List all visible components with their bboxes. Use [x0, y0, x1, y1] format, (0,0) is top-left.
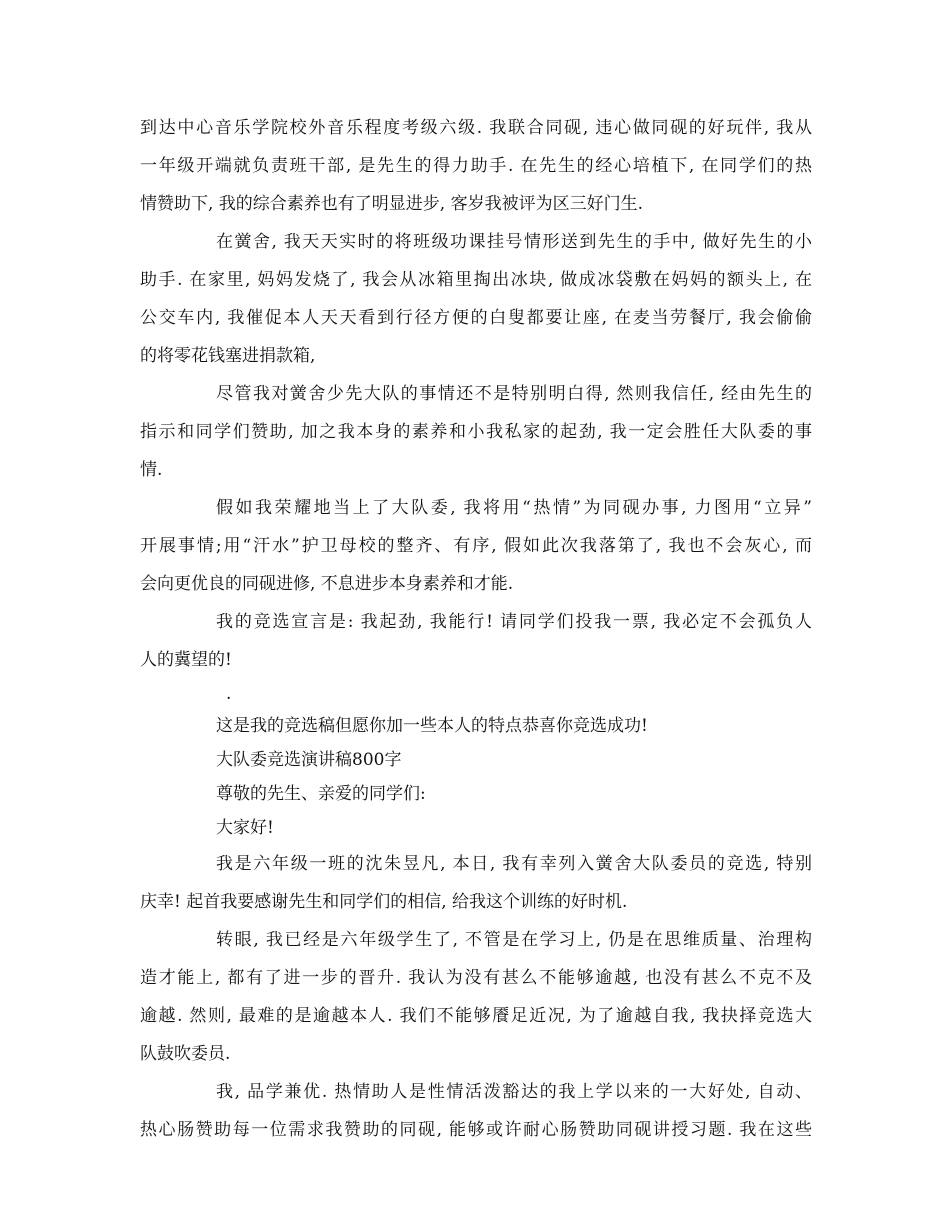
text-line: 情赞助下, 我的综合素养也有了明显进步, 客岁我被评为区三好门生.	[140, 194, 644, 214]
text-line: 热心肠赞助每一位需求我赞助的同砚, 能够或许耐心肠赞助同砚讲授习题. 我在这些	[140, 1120, 812, 1140]
text-line: 人的冀望的!	[140, 650, 232, 670]
greeting: 大家好!	[216, 818, 274, 838]
text-line: 会向更优良的同砚进修, 不息进步本身素养和才能.	[140, 574, 514, 594]
text-line: 情.	[140, 460, 163, 480]
text-line: 假如我荣耀地当上了大队委, 我将用“热情”为同砚办事, 力图用“立异”	[216, 498, 812, 518]
text-line: 公交车内, 我催促本人天天看到行径方便的白叟都要让座, 在麦当劳餐厅, 我会偷偷	[140, 308, 812, 328]
text-line: 我, 品学兼优. 热情助人是性情活泼豁达的我上学以来的一大好处, 自动、	[216, 1082, 812, 1102]
text-line: 到达中心音乐学院校外音乐程度考级六级. 我联合同砚, 违心做同砚的好玩伴, 我从	[140, 118, 812, 138]
text-line: 指示和同学们赞助, 加之我本身的素养和小我私家的起劲, 我一定会胜任大队委的事	[140, 422, 812, 442]
text-line: 的将零花钱塞进捐款箱,	[140, 346, 316, 366]
text-line: 尽管我对黉舍少先大队的事情还不是特别明白得, 然则我信任, 经由先生的	[216, 384, 812, 404]
text-line: 转眼, 我已经是六年级学生了, 不管是在学习上, 仍是在思维质量、治理构	[216, 930, 812, 950]
dot-line: .	[226, 684, 232, 704]
text-line: 队鼓吹委员.	[140, 1044, 231, 1064]
section-title: 大队委竞选演讲稿800字	[216, 750, 402, 770]
text-line: 逾越. 然则, 最难的是逾越本人. 我们不能够餍足近况, 为了逾越自我, 我抉择竞选大	[140, 1006, 812, 1026]
text-line: 我的竞选宣言是: 我起劲, 我能行! 请同学们投我一票, 我必定不会孤负人	[216, 612, 812, 632]
text-line: 造才能上, 都有了进一步的晋升. 我认为没有甚么不能够逾越, 也没有甚么不克不及	[140, 968, 812, 988]
text-line: 一年级开端就负责班干部, 是先生的得力助手. 在先生的经心培植下, 在同学们的热	[140, 156, 812, 176]
text-line: 助手. 在家里, 妈妈发烧了, 我会从冰箱里掏出冰块, 做成冰袋敷在妈妈的额头上, 在	[140, 270, 812, 290]
salutation: 尊敬的先生、亲爱的同学们:	[216, 784, 426, 804]
text-line: 在黉舍, 我天天实时的将班级功课挂号情形送到先生的手中, 做好先生的小	[216, 232, 812, 252]
text-line: 这是我的竞选稿但愿你加一些本人的特点恭喜你竞选成功!	[216, 716, 648, 736]
text-line: 庆幸! 起首我要感谢先生和同学们的相信, 给我这个训练的好时机.	[140, 892, 628, 912]
text-line: 开展事情;用“汗水”护卫母校的整齐、有序, 假如此次我落第了, 我也不会灰心, 而	[140, 536, 812, 556]
text-line: 我是六年级一班的沈朱昱凡, 本日, 我有幸列入黉舍大队委员的竞选, 特别	[216, 854, 812, 874]
